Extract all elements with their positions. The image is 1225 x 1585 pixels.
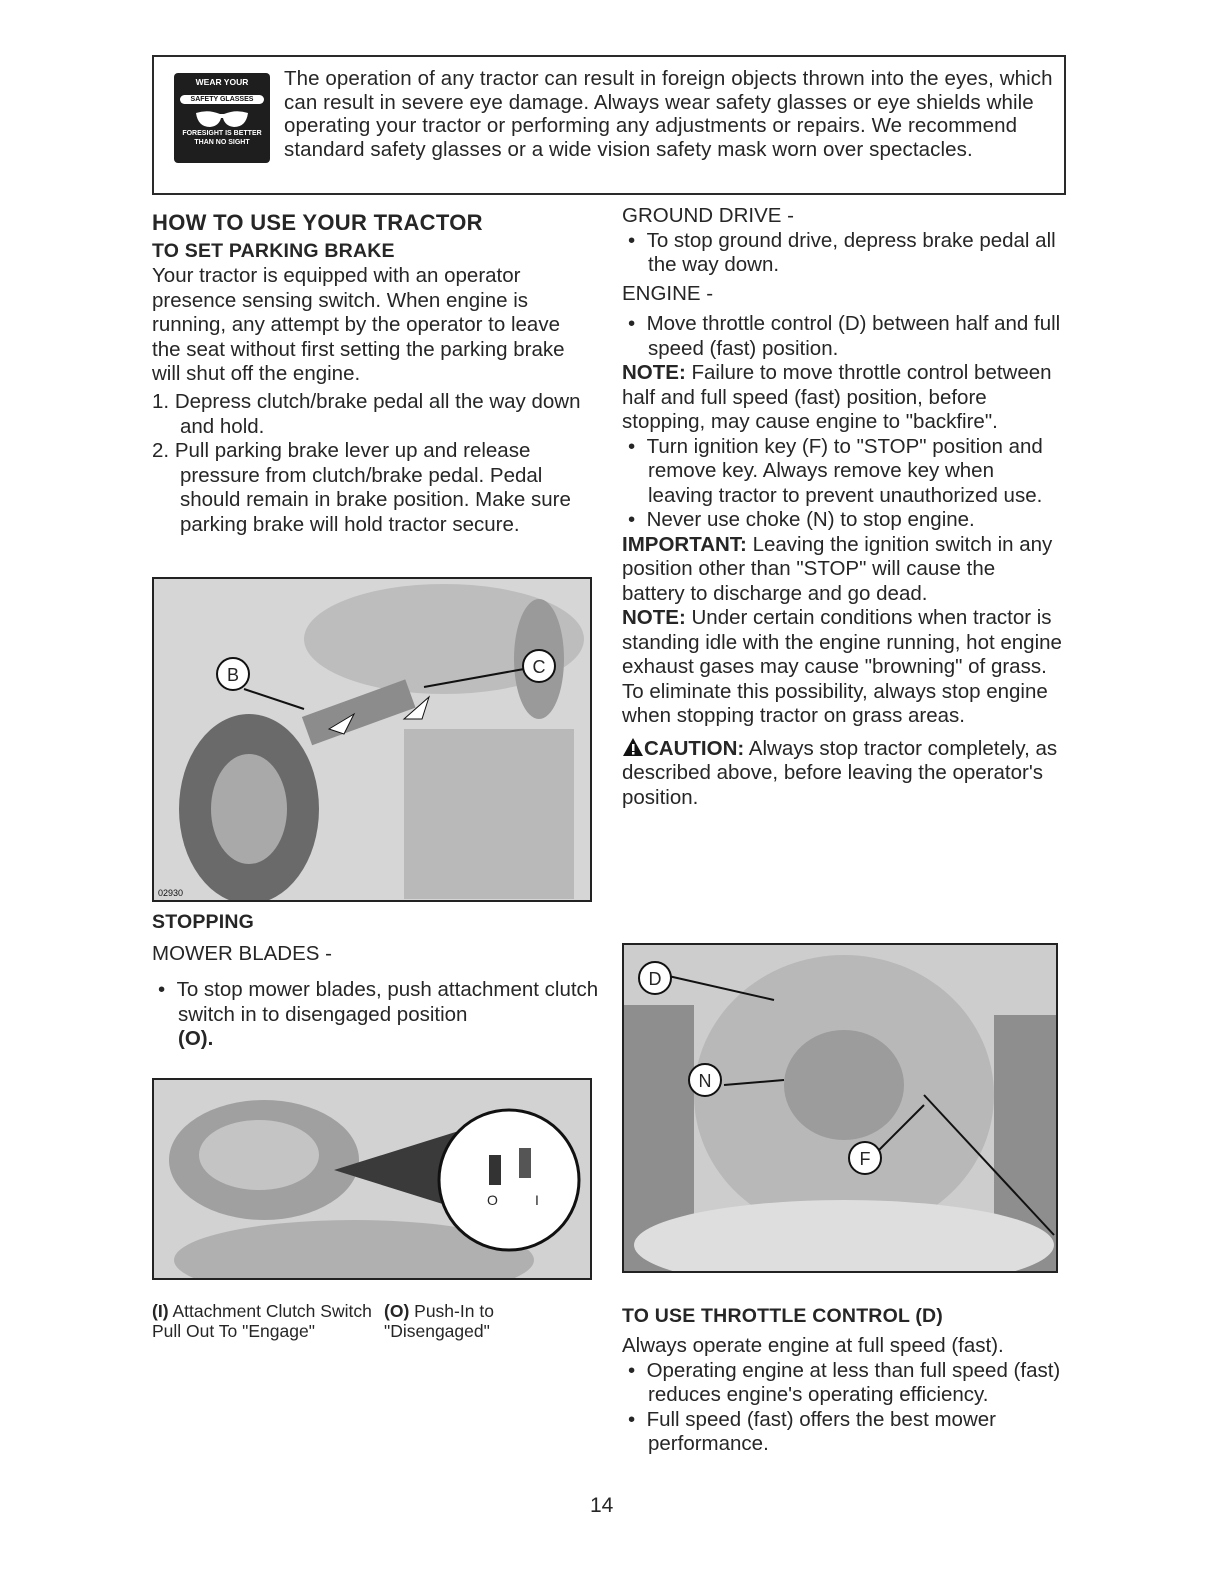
symbol-o: O (487, 1192, 498, 1208)
note-browning: NOTE: Under certain conditions when tractor is standing idle with the engine running, hot engine exhaust gases may cause "browning" of grass. To eliminate this possibility, always stop engine when stopping tractor on grass areas. (622, 606, 1062, 727)
caption-o-symbol: (O) (384, 1301, 410, 1321)
engine-bullet: • Move throttle control (D) between half and full speed (fast) position. (628, 312, 1061, 360)
dashboard-switch-illustration (154, 1080, 592, 1280)
right-column-text (622, 204, 1062, 810)
ground-drive-bullet: • To stop ground drive, depress brake pedal all the way down. (628, 228, 1056, 276)
throttle-bullet-2: • Full speed (fast) offers the best mower performance. (628, 1407, 996, 1455)
throttle-bullet-1: • Operating engine at less than full speed (fast) reduces engine's operating efficiency. (628, 1358, 1061, 1406)
warning-text: The operation of any tractor can result in foreign objects thrown into the eyes, which can result in severe eye damage. Always wear safety glasses or eye shields while operating your tractor or performing any adjustments or repairs. We recommend standard safety glasses or a wide vision safety mask worn over spectacles. (284, 67, 1053, 161)
caption-disengage (384, 1302, 584, 1341)
safety-warning-box (152, 55, 1066, 195)
step-1: 1. Depress clutch/brake pedal all the way down and hold. (152, 390, 581, 438)
ground-drive-label: GROUND DRIVE - (622, 204, 794, 227)
step-2: 2. Pull parking brake lever up and release pressure from clutch/brake pedal. Pedal should remain in brake position. Make sure parking brake will hold tractor secure. (152, 439, 571, 536)
callout-f: F (848, 1141, 882, 1175)
page-number: 14 (590, 1494, 614, 1517)
ignition-bullet: • Turn ignition key (F) to "STOP" position and remove key. Always remove key when leaving tractor to prevent unauthorized use. (628, 434, 1043, 507)
caption-o-text: Push-In to "Disengaged" (384, 1301, 494, 1341)
parking-brake-photo (152, 577, 592, 902)
parking-brake-heading: TO SET PARKING BRAKE (152, 240, 395, 262)
symbol-i: I (535, 1192, 539, 1208)
badge-bottom-text: FORESIGHT IS BETTER THAN NO SIGHT (182, 130, 262, 146)
dashboard-controls-illustration (624, 945, 1058, 1273)
engine-label: ENGINE - (622, 281, 714, 305)
clutch-switch-photo (152, 1078, 592, 1280)
figure-number: 02930 (158, 888, 184, 898)
caption-i-symbol: (I) (152, 1301, 169, 1321)
parking-brake-intro: Your tractor is equipped with an operator presence sensing switch. When engine is running, any attempt by the operator to leave the seat without first setting the parking brake will shut off the engine. (152, 264, 565, 385)
section-title: HOW TO USE YOUR TRACTOR (152, 210, 483, 235)
caution-note: CAUTION: Always stop tractor completely, as described above, before leaving the operator's position. (622, 736, 1058, 809)
caption-engage (152, 1302, 372, 1341)
bullet-dot: • (158, 978, 177, 1001)
throttle-section (622, 1305, 1062, 1457)
safety-glasses-badge-icon (174, 73, 270, 163)
stopping-heading: STOPPING (152, 911, 255, 933)
callout-d: D (638, 961, 672, 995)
throttle-intro: Always operate engine at full speed (fast). (622, 1334, 1004, 1357)
choke-bullet: • Never use choke (N) to stop engine. (628, 508, 975, 531)
disengaged-symbol: (O). (178, 1027, 214, 1050)
important-note: IMPORTANT: Leaving the ignition switch in any position other than "STOP" will cause the battery to discharge and go dead. (622, 532, 1053, 605)
tractor-wheel-illustration (154, 579, 592, 902)
warning-triangle-icon (622, 737, 644, 757)
parking-brake-steps (152, 390, 592, 537)
badge-top-text: WEAR YOUR (195, 77, 249, 87)
badge-mid-text: SAFETY GLASSES (180, 95, 264, 104)
dashboard-controls-photo (622, 943, 1058, 1273)
mower-blades-label: MOWER BLADES - (152, 942, 332, 965)
note-backfire: NOTE: Failure to move throttle control between half and full speed (fast) position, before stopping, may cause engine to "backfire". (622, 361, 1052, 433)
glasses-icon (194, 109, 250, 129)
caption-i-text: Attachment Clutch Switch Pull Out To "Engage" (152, 1301, 372, 1341)
callout-n: N (688, 1063, 722, 1097)
mower-blades-bullet: • To stop mower blades, push attachment clutch switch in to disengaged position (O). (158, 978, 599, 1050)
callout-c: C (522, 649, 556, 683)
callout-b: B (216, 657, 250, 691)
throttle-heading: TO USE THROTTLE CONTROL (D) (622, 1305, 943, 1327)
